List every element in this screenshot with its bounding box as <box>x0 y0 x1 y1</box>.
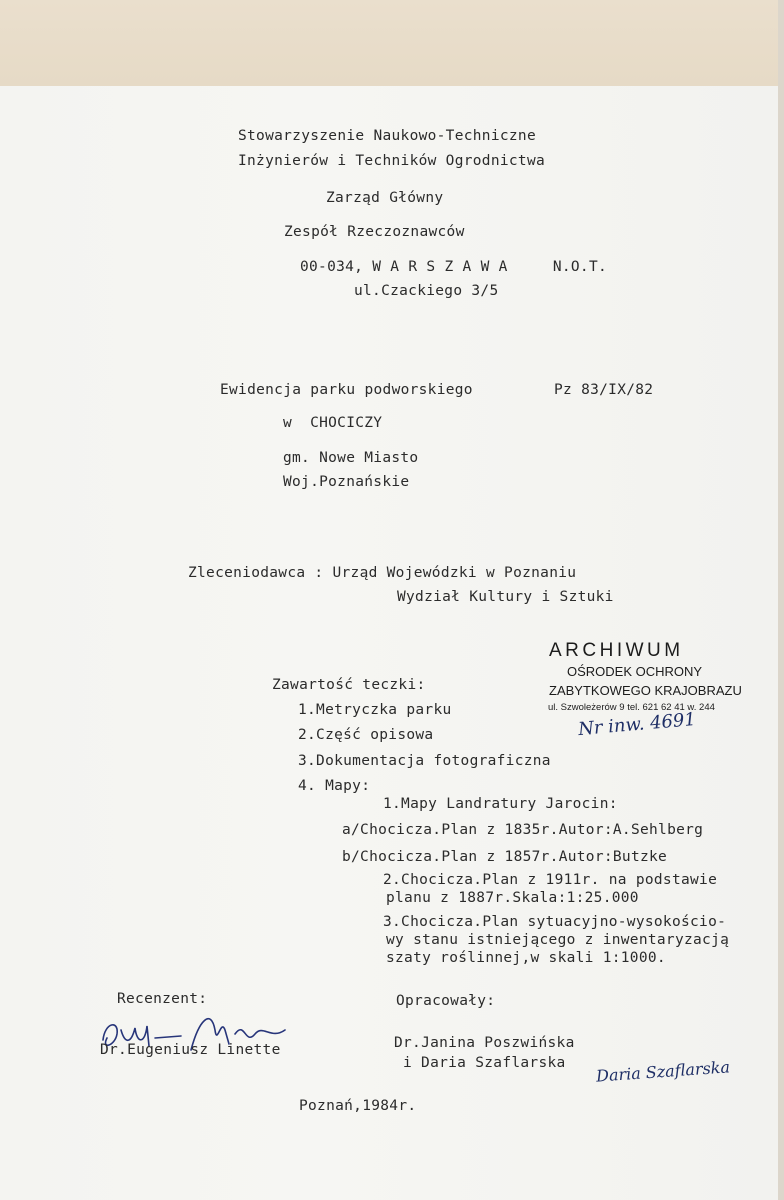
map-1a: a/Chocicza.Plan z 1835r.Autor:A.Sehlberg <box>342 822 704 838</box>
map-2-line2: planu z 1887r.Skala:1:25.000 <box>386 890 639 906</box>
reviewer-name: Dr.Eugeniusz Linette <box>100 1042 281 1058</box>
map-3-line2: wy stanu istniejącego z inwentaryzacją <box>386 932 730 948</box>
client-line: Zleceniodawca : Urząd Wojewódzki w Poznaniu <box>188 565 577 581</box>
org-name-line2: Inżynierów i Techników Ogrodnictwa <box>238 153 546 169</box>
map-1b: b/Chocicza.Plan z 1857r.Autor:Butzke <box>342 849 668 865</box>
reviewer-signature <box>95 1000 305 1070</box>
author-2-signature: Daria Szaflarska <box>595 1057 731 1086</box>
contents-item-1: 1.Metryczka parku <box>298 702 452 718</box>
map-3-line3: szaty roślinnej,w skali 1:1000. <box>386 950 666 966</box>
street-address: ul.Czackiego 3/5 <box>354 283 499 299</box>
city-line: 00-034, W A R S Z A W A N.O.T. <box>300 259 608 275</box>
inventory-number-handwritten: Nr inw. 4691 <box>577 708 697 741</box>
contents-item-4: 4. Mapy: <box>298 778 371 794</box>
map-group-1: 1.Mapy Landratury Jarocin: <box>383 796 618 812</box>
org-name-line1: Stowarzyszenie Naukowo-Techniczne <box>238 128 536 144</box>
map-3-line1: 3.Chocicza.Plan sytuacyjno-wysokościo- <box>383 914 727 930</box>
top-paper-strip <box>0 0 784 89</box>
prepared-by-label: Opracowały: <box>396 993 496 1009</box>
author-2: i Daria Szaflarska <box>403 1055 566 1071</box>
record-reference: Pz 83/IX/82 <box>554 382 654 398</box>
place-date: Poznań,1984r. <box>299 1098 417 1114</box>
stamp-line4: ul. Szwoleżerów 9 tel. 621 62 41 w. 244 <box>548 702 715 713</box>
board-name: Zarząd Główny <box>326 190 444 206</box>
map-2-line1: 2.Chocicza.Plan z 1911r. na podstawie <box>383 872 718 888</box>
contents-heading: Zawartość teczki: <box>272 677 426 693</box>
contents-item-3: 3.Dokumentacja fotograficzna <box>298 753 551 769</box>
client-department: Wydział Kultury i Sztuki <box>397 589 614 605</box>
reviewer-label: Recenzent: <box>117 991 208 1007</box>
author-1: Dr.Janina Poszwińska <box>394 1035 575 1051</box>
record-title: Ewidencja parku podworskiego <box>220 382 473 398</box>
record-voivodeship: Woj.Poznańskie <box>283 474 410 490</box>
stamp-line1: ARCHIWUM <box>549 640 684 661</box>
page-edge <box>778 0 784 1200</box>
record-commune: gm. Nowe Miasto <box>283 450 419 466</box>
team-name: Zespół Rzeczoznawców <box>284 224 465 240</box>
record-place: w CHOCICZY <box>283 415 383 431</box>
stamp-line3: ZABYTKOWEGO KRAJOBRAZU <box>549 683 742 698</box>
stamp-line2: OŚRODEK OCHRONY <box>567 664 703 679</box>
contents-item-2: 2.Część opisowa <box>298 727 434 743</box>
